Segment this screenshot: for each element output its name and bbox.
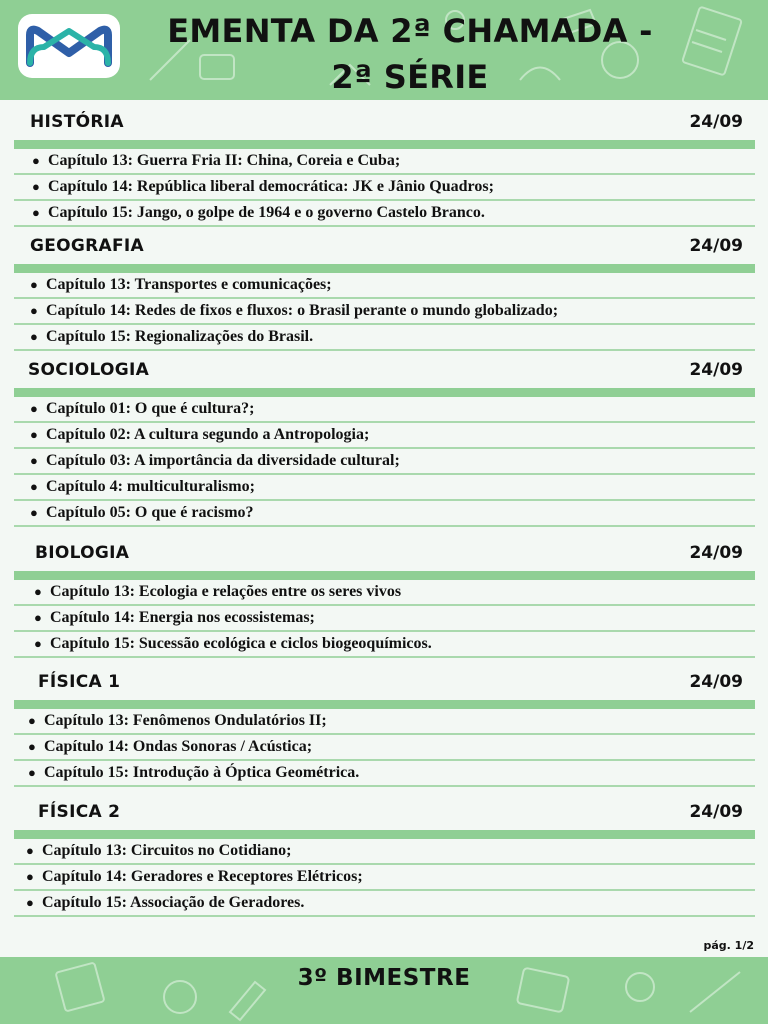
- bullet-icon: ●: [30, 427, 38, 442]
- section-header: [14, 352, 755, 388]
- list-item: [14, 201, 755, 227]
- list-item: [14, 397, 755, 423]
- list-item-text: Capítulo 4: multiculturalismo;: [46, 478, 255, 495]
- bullet-icon: ●: [26, 869, 34, 884]
- list-item: [14, 632, 755, 658]
- section-header: [14, 794, 755, 830]
- section-title: BIOLOGIA: [35, 543, 130, 563]
- list-item: [14, 175, 755, 201]
- section-divider-bar: [14, 830, 755, 839]
- footer-title: 3º BIMESTRE: [297, 965, 471, 991]
- bullet-icon: ●: [34, 584, 42, 599]
- list-item-text: Capítulo 15: Associação de Geradores.: [42, 894, 305, 911]
- section-divider-bar: [14, 388, 755, 397]
- list-item-text: Capítulo 03: A importância da diversidade cultural;: [46, 452, 400, 469]
- section-date: 24/09: [689, 236, 743, 256]
- list-item-text: Capítulo 15: Regionalizações do Brasil.: [46, 328, 314, 345]
- list-item-text: Capítulo 14: Ondas Sonoras / Acústica;: [44, 738, 313, 755]
- list-item: [14, 423, 755, 449]
- section-2: [14, 352, 755, 527]
- list-item-text: Capítulo 13: Ecologia e relações entre os seres vivos: [50, 583, 402, 600]
- section-header: [14, 664, 755, 700]
- section-4: [14, 664, 755, 787]
- bullet-icon: ●: [28, 713, 36, 728]
- bullet-icon: ●: [26, 895, 34, 910]
- section-0: [14, 104, 755, 227]
- list-item: [14, 761, 755, 787]
- section-title: GEOGRAFIA: [30, 236, 145, 256]
- bullet-icon: ●: [30, 505, 38, 520]
- bullet-icon: ●: [28, 765, 36, 780]
- bullet-icon: ●: [30, 329, 38, 344]
- section-divider-bar: [14, 571, 755, 580]
- bullet-icon: ●: [32, 179, 40, 194]
- section-5: [14, 794, 755, 917]
- brand-m-logo-icon: [18, 14, 120, 78]
- section-title: SOCIOLOGIA: [28, 360, 150, 380]
- list-item-text: Capítulo 14: Redes de fixos e fluxos: o Brasil perante o mundo globalizado;: [46, 302, 559, 319]
- list-item-text: Capítulo 15: Sucessão ecológica e ciclos biogeoquímicos.: [50, 635, 432, 652]
- list-item: [14, 709, 755, 735]
- section-date: 24/09: [689, 802, 743, 822]
- bullet-icon: ●: [34, 610, 42, 625]
- page-number: pág. 1/2: [703, 939, 754, 952]
- bullet-icon: ●: [28, 739, 36, 754]
- list-item-text: Capítulo 13: Fenômenos Ondulatórios II;: [44, 712, 327, 729]
- section-header: [14, 228, 755, 264]
- bullet-icon: ●: [30, 401, 38, 416]
- section-header: [14, 104, 755, 140]
- list-item: [14, 273, 755, 299]
- bullet-icon: ●: [34, 636, 42, 651]
- bullet-icon: ●: [30, 479, 38, 494]
- list-item: [14, 149, 755, 175]
- section-3: [14, 535, 755, 658]
- list-item-text: Capítulo 13: Circuitos no Cotidiano;: [42, 842, 292, 859]
- bullet-icon: ●: [30, 453, 38, 468]
- page-title: [140, 8, 680, 100]
- bullet-icon: ●: [30, 277, 38, 292]
- section-divider-bar: [14, 264, 755, 273]
- list-item: [14, 580, 755, 606]
- list-item: [14, 606, 755, 632]
- list-item: [14, 325, 755, 351]
- list-item: [14, 735, 755, 761]
- section-header: [14, 535, 755, 571]
- bullet-icon: ●: [32, 153, 40, 168]
- list-item-text: Capítulo 14: Geradores e Receptores Elétricos;: [42, 868, 363, 885]
- list-item-text: Capítulo 13: Guerra Fria II: China, Coreia e Cuba;: [48, 152, 401, 169]
- section-title: HISTÓRIA: [30, 112, 124, 132]
- title-line-2: 2ª SÉRIE: [331, 58, 489, 96]
- list-item: [14, 475, 755, 501]
- list-item-text: Capítulo 14: República liberal democrática: JK e Jânio Quadros;: [48, 178, 494, 195]
- section-date: 24/09: [689, 543, 743, 563]
- section-date: 24/09: [689, 360, 743, 380]
- list-item-text: Capítulo 13: Transportes e comunicações;: [46, 276, 332, 293]
- list-item-text: Capítulo 14: Energia nos ecossistemas;: [50, 609, 315, 626]
- list-item: [14, 299, 755, 325]
- bullet-icon: ●: [32, 205, 40, 220]
- bullet-icon: ●: [30, 303, 38, 318]
- list-item-text: Capítulo 05: O que é racismo?: [46, 504, 254, 521]
- list-item-text: Capítulo 02: A cultura segundo a Antropologia;: [46, 426, 370, 443]
- list-item: [14, 501, 755, 527]
- section-divider-bar: [14, 700, 755, 709]
- list-item: [14, 449, 755, 475]
- list-item-text: Capítulo 01: O que é cultura?;: [46, 400, 255, 417]
- list-item-text: Capítulo 15: Introdução à Óptica Geométrica.: [44, 764, 360, 781]
- list-item: [14, 865, 755, 891]
- bullet-icon: ●: [26, 843, 34, 858]
- section-date: 24/09: [689, 672, 743, 692]
- section-title: FÍSICA 2: [38, 802, 121, 822]
- footer-banner: [0, 957, 768, 1024]
- section-date: 24/09: [689, 112, 743, 132]
- title-line-1: EMENTA DA 2ª CHAMADA -: [167, 12, 653, 50]
- list-item: [14, 839, 755, 865]
- section-1: [14, 228, 755, 351]
- header-banner: [0, 0, 768, 100]
- section-divider-bar: [14, 140, 755, 149]
- list-item-text: Capítulo 15: Jango, o golpe de 1964 e o governo Castelo Branco.: [48, 204, 485, 221]
- section-title: FÍSICA 1: [38, 672, 121, 692]
- list-item: [14, 891, 755, 917]
